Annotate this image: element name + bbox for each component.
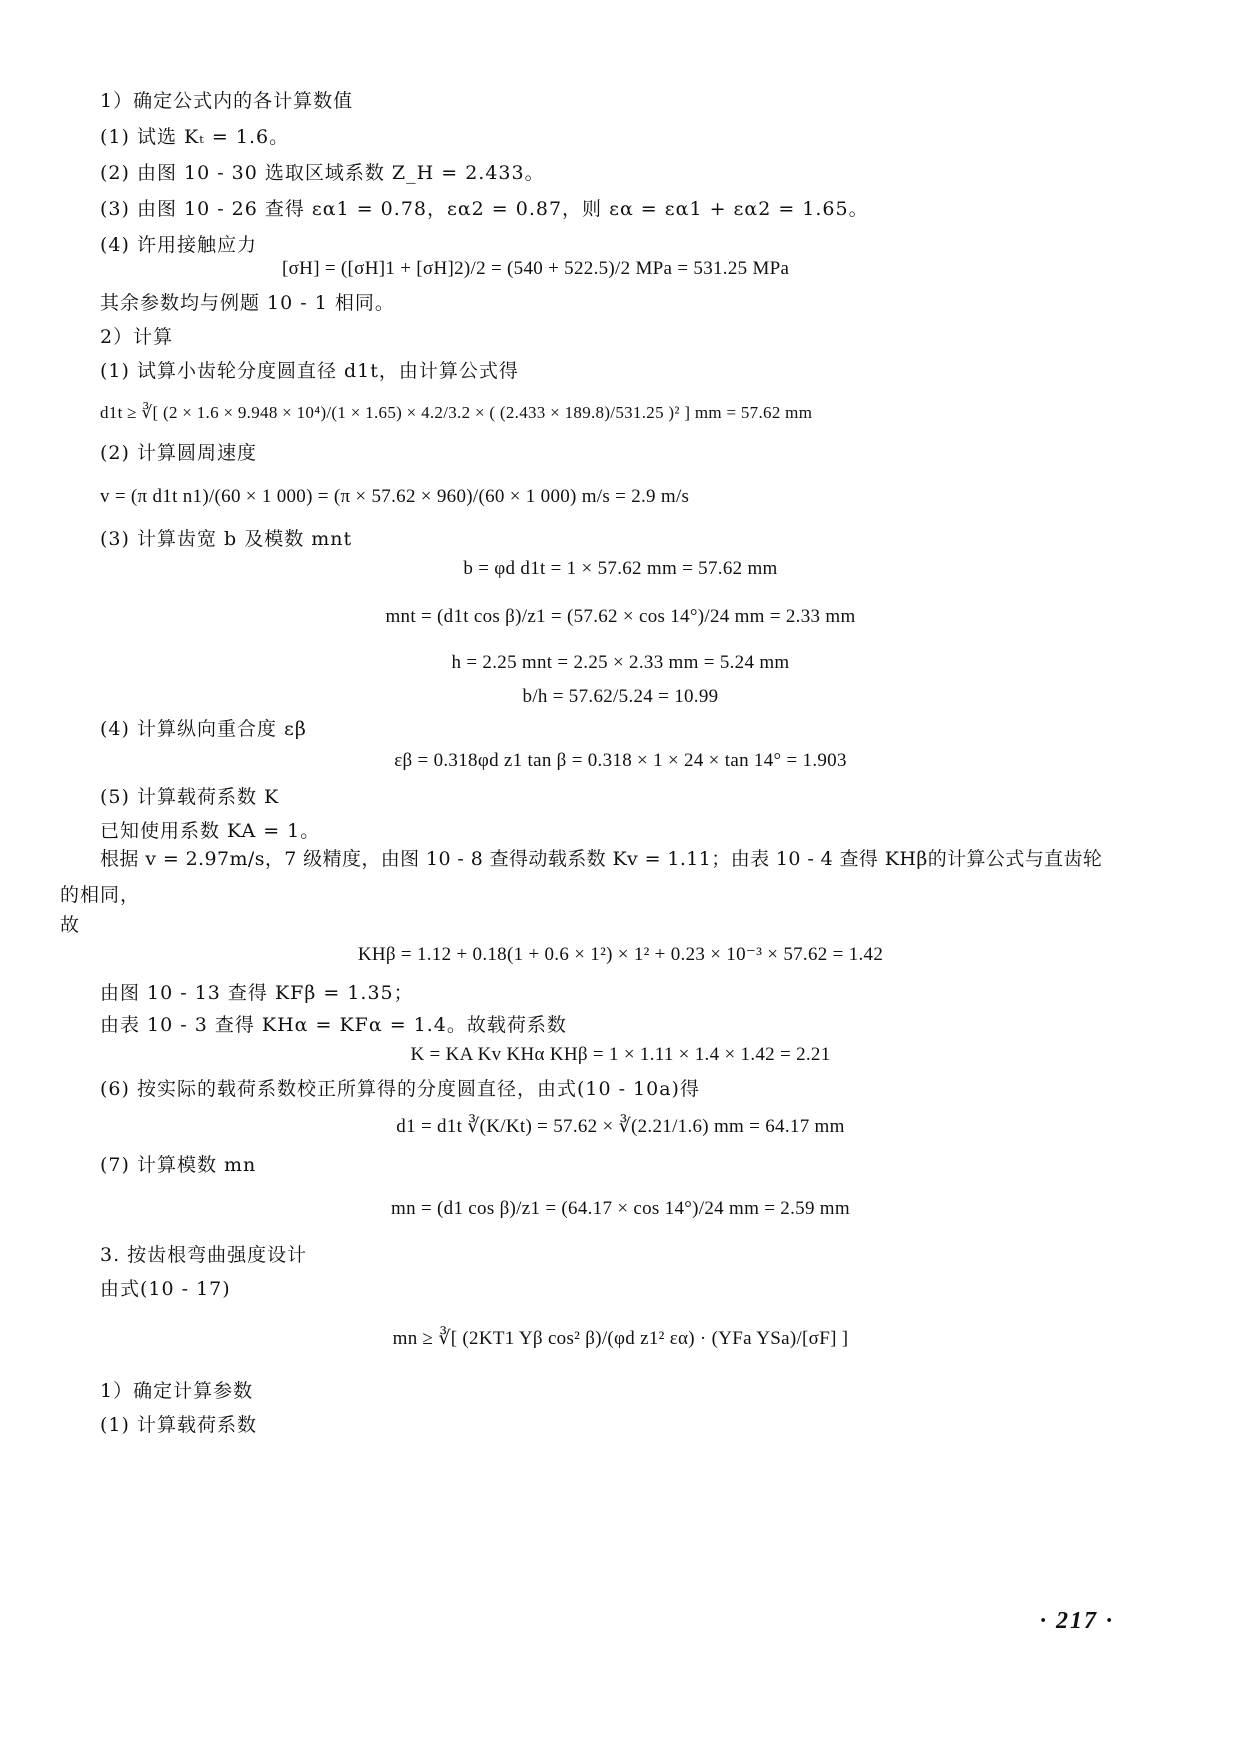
step-trial-diameter: (1) 试算小齿轮分度圆直径 d1t，由计算公式得 [100,360,519,382]
equation-b-over-h: b/h = 57.62/5.24 = 10.99 [522,686,719,707]
application-factor-note: 已知使用系数 KA = 1。 [100,820,321,842]
step-zone-factor: (2) 由图 10 - 30 选取区域系数 Z_H = 2.433。 [100,162,545,184]
equation-allowable-stress: [σH] = ([σH]1 + [σH]2)/2 = (540 + 522.5)/2 MPa = 531.25 MPa [282,258,790,279]
equation-face-width: b = φd d1t = 1 × 57.62 mm = 57.62 mm [463,558,778,579]
formula-reference: 由式(10 - 17) [100,1278,231,1300]
step-calc-load-factor: (1) 计算载荷系数 [100,1414,257,1436]
equation-khb: KHβ = 1.12 + 0.18(1 + 0.6 × 1²) × 1² + 0.23 × 10⁻³ × 57.62 = 1.42 [357,944,884,965]
subsection-heading-calculate: 2）计算 [100,326,174,348]
equation-module: mn = (d1 cos β)/z1 = (64.17 × cos 14°)/24 mm = 2.59 mm [391,1198,850,1219]
step-module: (7) 计算模数 mn [100,1154,257,1176]
kfb-note: 由图 10 - 13 查得 KFβ = 1.35； [100,982,414,1004]
equation-speed: v = (π d1t n1)/(60 × 1 000) = (π × 57.62 × 960)/(60 × 1 000) m/s = 2.9 m/s [100,486,690,507]
equation-bending-design: mn ≥ ∛[ (2KT1 Yβ cos² β)/(φd z1² εα) · (YFa YSa)/[σF] ] [392,1328,849,1349]
step-overlap-ratio: (4) 计算纵向重合度 εβ [100,718,307,740]
page-number: · 217 · [1040,1608,1114,1634]
equation-tooth-height: h = 2.25 mnt = 2.25 × 2.33 mm = 5.24 mm [451,652,790,673]
kha-note: 由表 10 - 3 查得 KHα = KFα = 1.4。故载荷系数 [100,1014,567,1036]
step-allowable-stress: (4) 许用接触应力 [100,234,257,256]
equation-corrected-diameter: d1 = d1t ∛(K/Kt) = 57.62 × ∛(2.21/1.6) mm = 64.17 mm [396,1116,845,1137]
step-contact-ratio: (3) 由图 10 - 26 查得 εα1 = 0.78，εα2 = 0.87，则 εα = εα1 + εα2 = 1.65。 [100,198,869,220]
subsection-heading-determine-params: 1）确定计算参数 [100,1380,254,1402]
step-correct-diameter: (6) 按实际的载荷系数校正所算得的分度圆直径，由式(10 - 10a)得 [100,1078,700,1100]
step-load-factor: (5) 计算载荷系数 K [100,786,280,808]
dynamic-factor-paragraph-cont: 的相同， [60,884,141,906]
equation-overlap-ratio: εβ = 0.318φd z1 tan β = 0.318 × 1 × 24 × tan 14° = 1.903 [394,750,847,771]
equation-load-factor: K = KA Kv KHα KHβ = 1 × 1.11 × 1.4 × 1.42 = 2.21 [410,1044,831,1065]
dynamic-factor-paragraph: 根据 v = 2.97m/s，7 级精度，由图 10 - 8 查得动载系数 Kv = 1.11；由表 10 - 4 查得 KHβ的计算公式与直齿轮 [100,848,1103,870]
subsection-heading-determine-values: 1）确定公式内的各计算数值 [100,90,354,112]
equation-trial-diameter: d1t ≥ ∛[ (2 × 1.6 × 9.948 × 10⁴)/(1 × 1.65) × 4.2/3.2 × ( (2.433 × 189.8)/531.25 )² ] mm = 57.62 mm [100,403,813,422]
therefore-label: 故 [60,914,81,936]
step-trial-kt: (1) 试选 Kₜ = 1.6。 [100,126,290,148]
other-params-note: 其余参数均与例题 10 - 1 相同。 [100,292,395,314]
step-circumferential-speed: (2) 计算圆周速度 [100,442,257,464]
step-face-width-module: (3) 计算齿宽 b 及模数 mnt [100,528,353,550]
section-heading-bending-strength: 3. 按齿根弯曲强度设计 [100,1244,308,1266]
equation-mnt: mnt = (d1t cos β)/z1 = (57.62 × cos 14°)/24 mm = 2.33 mm [385,606,856,627]
